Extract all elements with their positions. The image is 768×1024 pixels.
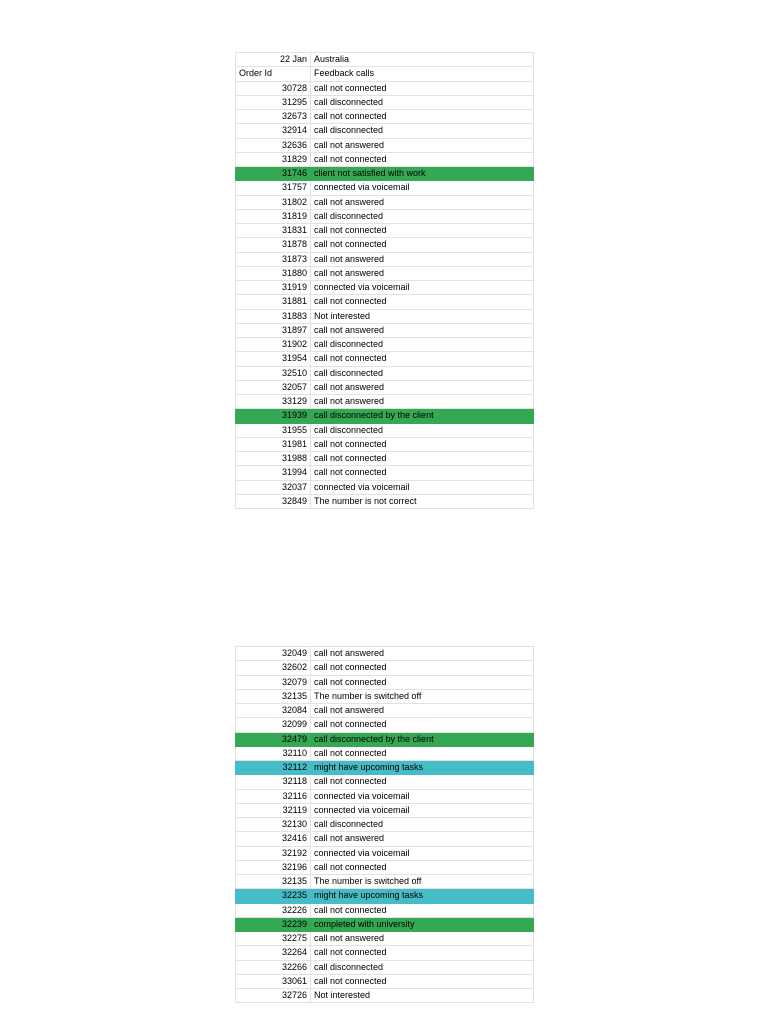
- feedback-cell[interactable]: call not answered: [311, 266, 534, 280]
- order-id-cell[interactable]: 32726: [236, 989, 311, 1003]
- table-row: [236, 152, 534, 166]
- feedback-cell[interactable]: call not connected: [311, 110, 534, 124]
- feedback-cell[interactable]: call not connected: [311, 81, 534, 95]
- order-id-cell[interactable]: 32037: [236, 480, 311, 494]
- feedback-cell[interactable]: call not connected: [311, 452, 534, 466]
- order-id-cell[interactable]: 32266: [236, 960, 311, 974]
- order-id-cell[interactable]: 31819: [236, 209, 311, 223]
- feedback-cell[interactable]: Not interested: [311, 309, 534, 323]
- order-id-cell[interactable]: 32602: [236, 661, 311, 675]
- feedback-cell[interactable]: call not answered: [311, 252, 534, 266]
- feedback-cell[interactable]: call not answered: [311, 932, 534, 946]
- feedback-cell[interactable]: call not connected: [311, 352, 534, 366]
- table-row: [236, 224, 534, 238]
- feedback-cell[interactable]: call not connected: [311, 675, 534, 689]
- order-id-cell[interactable]: 32110: [236, 746, 311, 760]
- order-id-cell[interactable]: 31881: [236, 295, 311, 309]
- order-id-cell[interactable]: 32049: [236, 647, 311, 661]
- feedback-cell[interactable]: call not answered: [311, 195, 534, 209]
- order-id-cell[interactable]: 32914: [236, 124, 311, 138]
- feedback-table-2: [235, 646, 534, 1003]
- feedback-cell[interactable]: call not answered: [311, 380, 534, 394]
- feedback-cell[interactable]: might have upcoming tasks: [311, 761, 534, 775]
- order-id-cell[interactable]: 32116: [236, 789, 311, 803]
- order-id-cell[interactable]: 32264: [236, 946, 311, 960]
- feedback-cell[interactable]: might have upcoming tasks: [311, 889, 534, 903]
- order-id-cell[interactable]: 32135: [236, 689, 311, 703]
- order-id-cell[interactable]: 31897: [236, 323, 311, 337]
- table-row: [236, 974, 534, 988]
- feedback-cell[interactable]: call not connected: [311, 775, 534, 789]
- order-id-cell[interactable]: 32416: [236, 832, 311, 846]
- order-id-cell[interactable]: 32057: [236, 380, 311, 394]
- order-id-cell[interactable]: 31878: [236, 238, 311, 252]
- order-id-cell[interactable]: 31902: [236, 338, 311, 352]
- table-row: [236, 466, 534, 480]
- order-id-cell[interactable]: 32079: [236, 675, 311, 689]
- order-id-cell[interactable]: 32112: [236, 761, 311, 775]
- feedback-cell[interactable]: call not connected: [311, 152, 534, 166]
- feedback-cell[interactable]: call not answered: [311, 647, 534, 661]
- order-id-cell[interactable]: 31757: [236, 181, 311, 195]
- order-id-cell[interactable]: 32135: [236, 875, 311, 889]
- table-row: [236, 860, 534, 874]
- feedback-cell[interactable]: call not answered: [311, 395, 534, 409]
- order-id-cell[interactable]: 31746: [236, 167, 311, 181]
- table-row: [236, 989, 534, 1003]
- order-id-cell[interactable]: 31939: [236, 409, 311, 423]
- feedback-cell[interactable]: call not answered: [311, 704, 534, 718]
- order-id-cell[interactable]: 32235: [236, 889, 311, 903]
- feedback-table-1: [235, 52, 534, 509]
- table-row: [236, 480, 534, 494]
- feedback-cell[interactable]: call disconnected by the client: [311, 732, 534, 746]
- table-row: [236, 252, 534, 266]
- feedback-cell[interactable]: call not connected: [311, 860, 534, 874]
- feedback-cell[interactable]: call not connected: [311, 661, 534, 675]
- table-row: [236, 366, 534, 380]
- order-id-cell[interactable]: 31954: [236, 352, 311, 366]
- table-row: [236, 209, 534, 223]
- table-row: [236, 395, 534, 409]
- order-id-cell[interactable]: 32673: [236, 110, 311, 124]
- table-row: [236, 832, 534, 846]
- feedback-cell[interactable]: call not connected: [311, 974, 534, 988]
- table-row: [236, 124, 534, 138]
- table-row: [236, 718, 534, 732]
- feedback-cell[interactable]: call not answered: [311, 138, 534, 152]
- header-cell[interactable]: Order Id: [236, 67, 311, 81]
- table-row: [236, 960, 534, 974]
- order-id-cell[interactable]: 32510: [236, 366, 311, 380]
- feedback-cell[interactable]: call disconnected: [311, 209, 534, 223]
- table-row: [236, 181, 534, 195]
- order-id-cell[interactable]: 32479: [236, 732, 311, 746]
- table-row: [236, 803, 534, 817]
- header-cell[interactable]: 22 Jan: [236, 53, 311, 67]
- order-id-cell[interactable]: 32636: [236, 138, 311, 152]
- feedback-cell[interactable]: call not answered: [311, 832, 534, 846]
- order-id-cell[interactable]: 31802: [236, 195, 311, 209]
- order-id-cell[interactable]: 32119: [236, 803, 311, 817]
- table-row-highlighted: [236, 167, 534, 181]
- header-row: [236, 67, 534, 81]
- feedback-cell[interactable]: connected via voicemail: [311, 181, 534, 195]
- feedback-cell[interactable]: call not connected: [311, 903, 534, 917]
- feedback-cell[interactable]: call not connected: [311, 946, 534, 960]
- feedback-cell[interactable]: connected via voicemail: [311, 789, 534, 803]
- table-row: [236, 195, 534, 209]
- table-row: [236, 352, 534, 366]
- table-row: [236, 846, 534, 860]
- feedback-cell[interactable]: call disconnected: [311, 95, 534, 109]
- table-row: [236, 661, 534, 675]
- order-id-cell[interactable]: 32275: [236, 932, 311, 946]
- order-id-cell[interactable]: 32239: [236, 917, 311, 931]
- order-id-cell[interactable]: 31919: [236, 281, 311, 295]
- feedback-cell[interactable]: Not interested: [311, 989, 534, 1003]
- feedback-cell[interactable]: call disconnected: [311, 818, 534, 832]
- feedback-cell[interactable]: connected via voicemail: [311, 846, 534, 860]
- order-id-cell[interactable]: 31880: [236, 266, 311, 280]
- table-row: [236, 746, 534, 760]
- order-id-cell[interactable]: 32192: [236, 846, 311, 860]
- order-id-cell[interactable]: 32130: [236, 818, 311, 832]
- order-id-cell[interactable]: 31831: [236, 224, 311, 238]
- table-row: [236, 818, 534, 832]
- feedback-cell[interactable]: The number is not correct: [311, 494, 534, 508]
- table-row: [236, 875, 534, 889]
- order-id-cell[interactable]: 31994: [236, 466, 311, 480]
- order-id-cell[interactable]: 32084: [236, 704, 311, 718]
- header-cell[interactable]: Australia: [311, 53, 534, 67]
- feedback-cell[interactable]: call not connected: [311, 466, 534, 480]
- feedback-cell[interactable]: call not connected: [311, 437, 534, 451]
- feedback-cell[interactable]: call disconnected: [311, 366, 534, 380]
- table-row: [236, 946, 534, 960]
- table-row: [236, 689, 534, 703]
- table-row: [236, 704, 534, 718]
- feedback-cell[interactable]: The number is switched off: [311, 875, 534, 889]
- order-id-cell[interactable]: 32118: [236, 775, 311, 789]
- table-row: [236, 647, 534, 661]
- table-row: [236, 932, 534, 946]
- feedback-cell[interactable]: call not connected: [311, 238, 534, 252]
- table-row-highlighted: [236, 761, 534, 775]
- order-id-cell[interactable]: 31955: [236, 423, 311, 437]
- table-row: [236, 494, 534, 508]
- feedback-cell[interactable]: completed with university: [311, 917, 534, 931]
- table-row: [236, 309, 534, 323]
- table-row: [236, 338, 534, 352]
- feedback-cell[interactable]: call disconnected: [311, 960, 534, 974]
- feedback-cell[interactable]: The number is switched off: [311, 689, 534, 703]
- table-row: [236, 95, 534, 109]
- table-row: [236, 281, 534, 295]
- table-row: [236, 110, 534, 124]
- order-id-cell[interactable]: 33061: [236, 974, 311, 988]
- table-row: [236, 266, 534, 280]
- order-id-cell[interactable]: 31981: [236, 437, 311, 451]
- table-row: [236, 323, 534, 337]
- feedback-cell[interactable]: connected via voicemail: [311, 480, 534, 494]
- feedback-cell[interactable]: call disconnected by the client: [311, 409, 534, 423]
- table-row: [236, 238, 534, 252]
- order-id-cell[interactable]: 33129: [236, 395, 311, 409]
- table-row: [236, 437, 534, 451]
- feedback-cell[interactable]: call not connected: [311, 224, 534, 238]
- table-row-highlighted: [236, 732, 534, 746]
- order-id-cell[interactable]: 32196: [236, 860, 311, 874]
- table-row: [236, 380, 534, 394]
- order-id-cell[interactable]: 31873: [236, 252, 311, 266]
- table-row: [236, 452, 534, 466]
- table-row: [236, 138, 534, 152]
- feedback-cell[interactable]: call disconnected: [311, 338, 534, 352]
- feedback-cell[interactable]: call not connected: [311, 746, 534, 760]
- feedback-cell[interactable]: call disconnected: [311, 423, 534, 437]
- table-row: [236, 81, 534, 95]
- order-id-cell[interactable]: 31829: [236, 152, 311, 166]
- order-id-cell[interactable]: 30728: [236, 81, 311, 95]
- order-id-cell[interactable]: 31988: [236, 452, 311, 466]
- feedback-cell[interactable]: call not connected: [311, 295, 534, 309]
- table-row-highlighted: [236, 917, 534, 931]
- feedback-cell[interactable]: client not satisfied with work: [311, 167, 534, 181]
- feedback-cell[interactable]: call not answered: [311, 323, 534, 337]
- table-row: [236, 775, 534, 789]
- feedback-cell[interactable]: connected via voicemail: [311, 281, 534, 295]
- table-row: [236, 903, 534, 917]
- table-row: [236, 789, 534, 803]
- order-id-cell[interactable]: 31295: [236, 95, 311, 109]
- header-cell[interactable]: Feedback calls: [311, 67, 534, 81]
- table-row: [236, 423, 534, 437]
- order-id-cell[interactable]: 31883: [236, 309, 311, 323]
- order-id-cell[interactable]: 32849: [236, 494, 311, 508]
- order-id-cell[interactable]: 32099: [236, 718, 311, 732]
- table-row-highlighted: [236, 889, 534, 903]
- feedback-cell[interactable]: connected via voicemail: [311, 803, 534, 817]
- table-row: [236, 295, 534, 309]
- feedback-cell[interactable]: call not connected: [311, 718, 534, 732]
- table-row-highlighted: [236, 409, 534, 423]
- feedback-cell[interactable]: call disconnected: [311, 124, 534, 138]
- table-row: [236, 675, 534, 689]
- order-id-cell[interactable]: 32226: [236, 903, 311, 917]
- header-row: [236, 53, 534, 67]
